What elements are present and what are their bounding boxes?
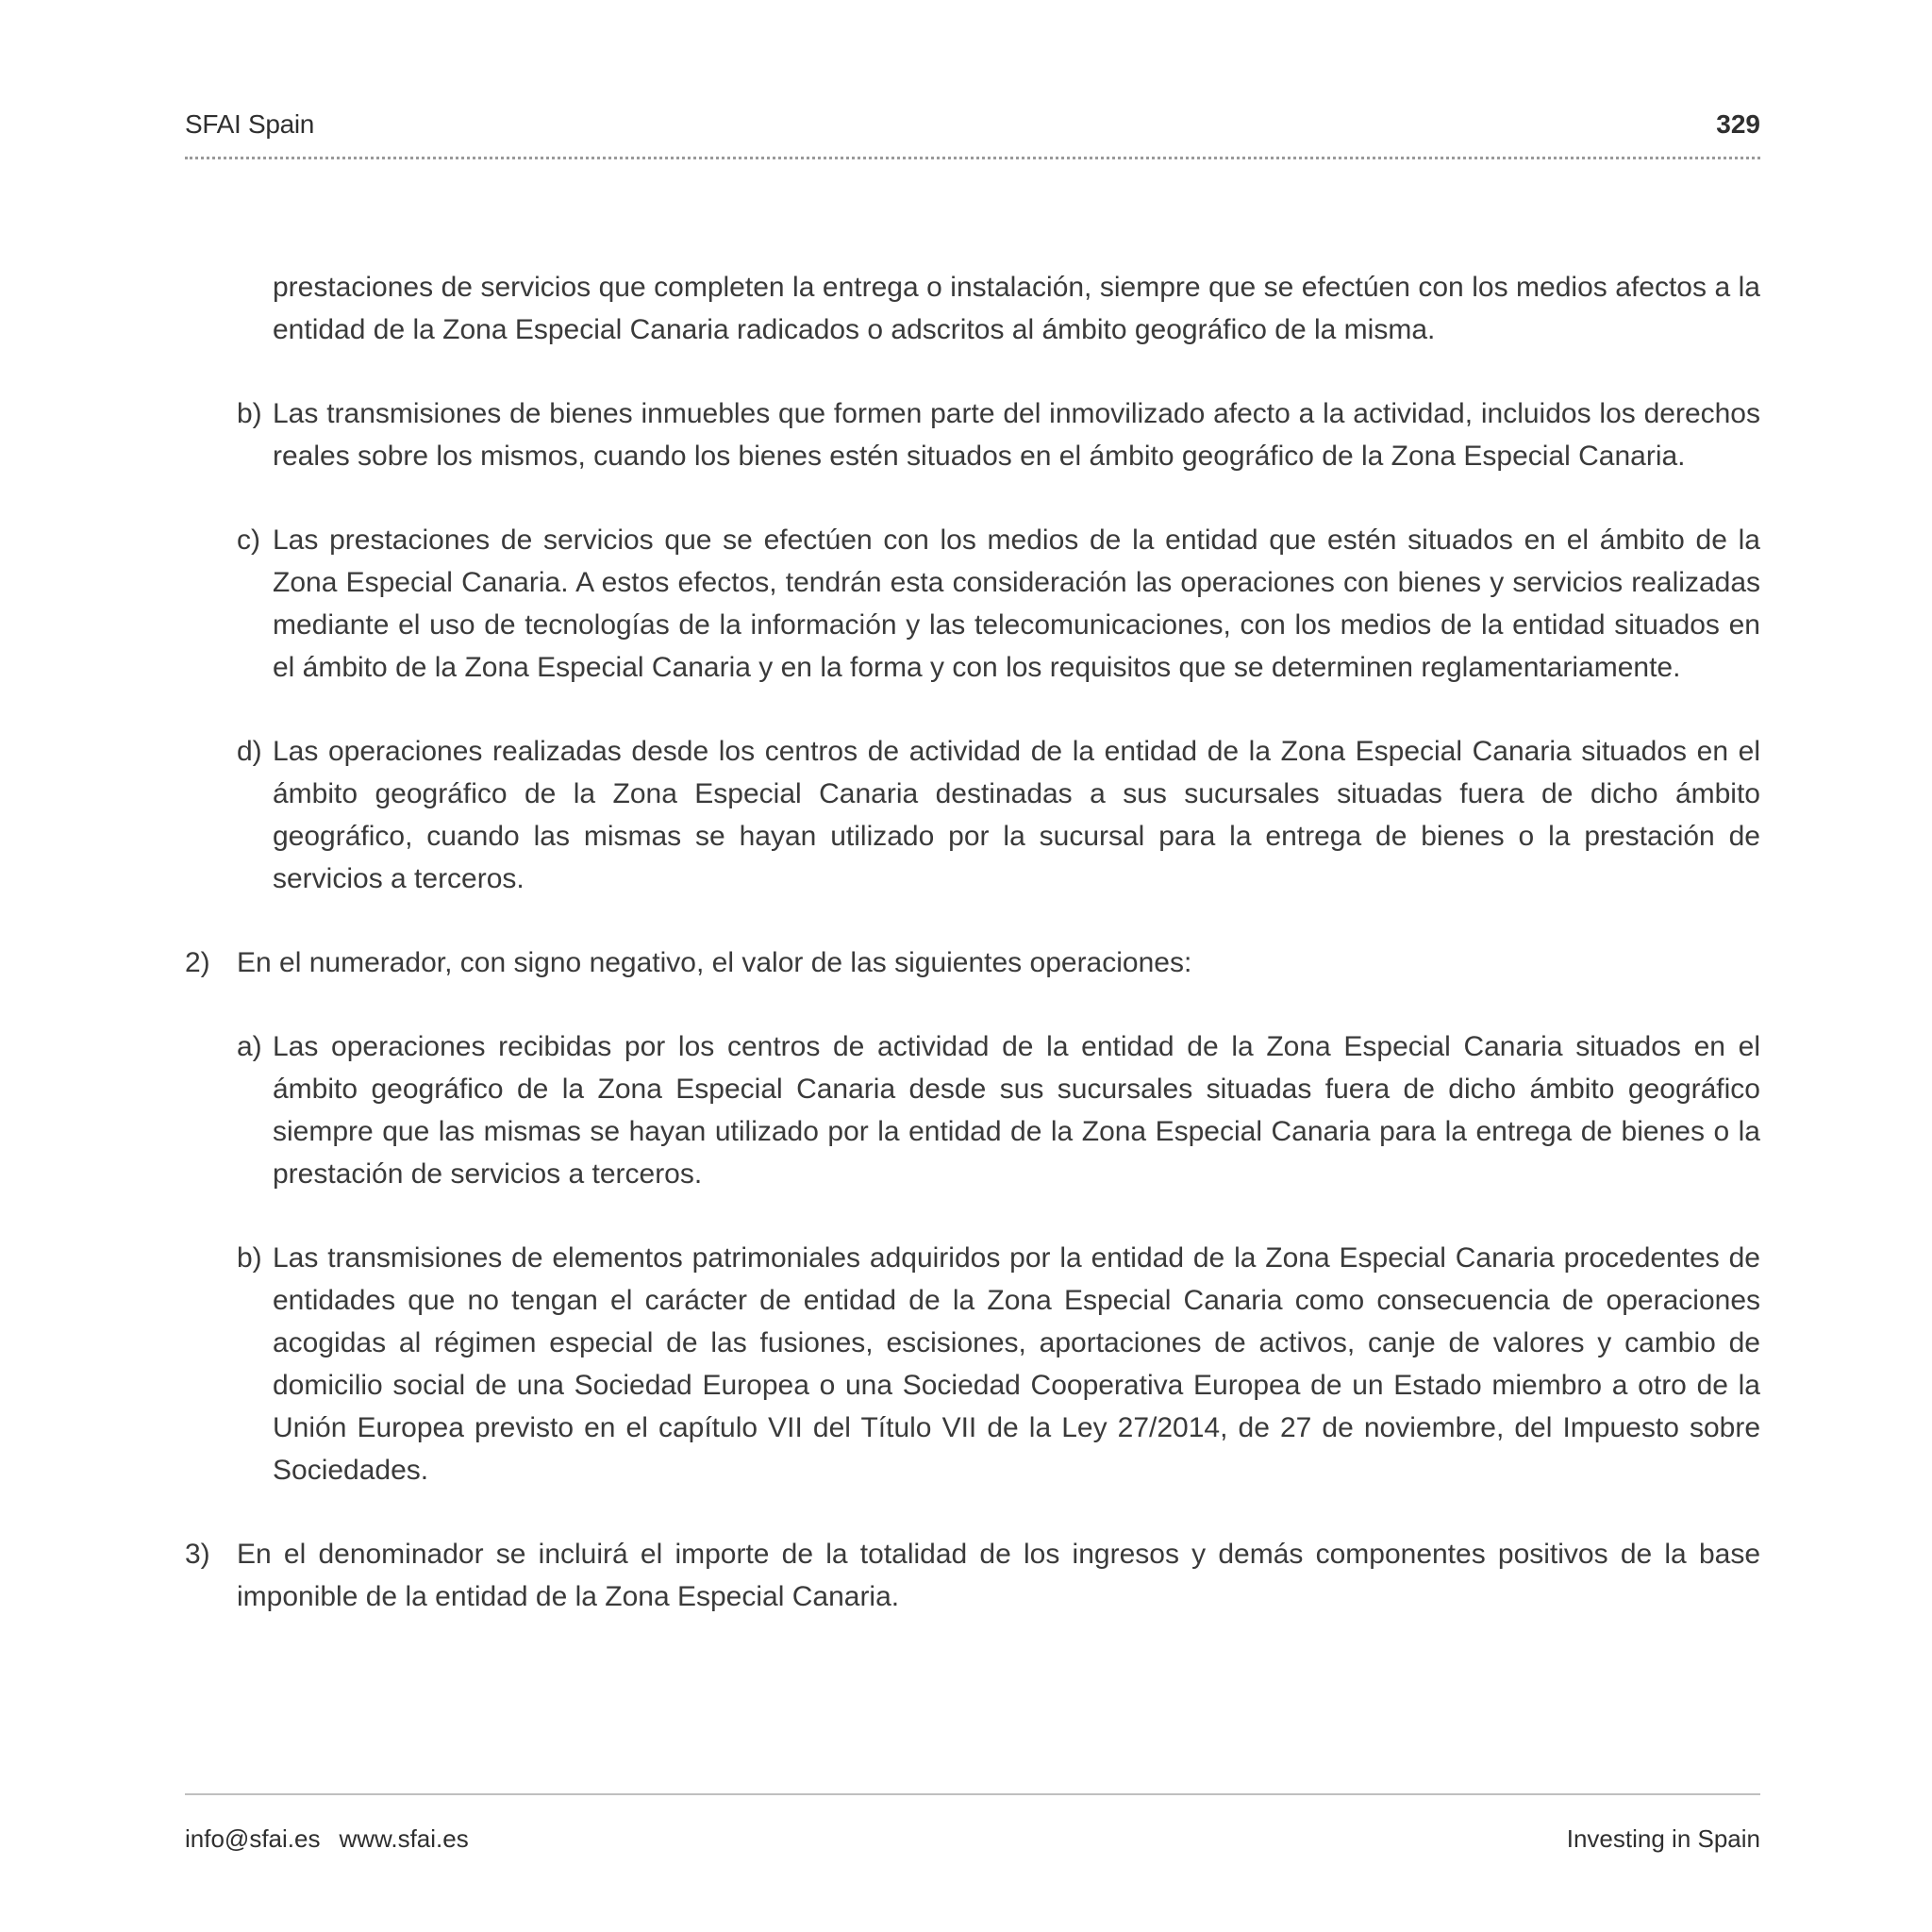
page-footer bbox=[185, 1824, 1760, 1862]
page-number: 329 bbox=[1716, 109, 1760, 139]
list-marker: c) bbox=[237, 525, 260, 556]
list-item-text: En el denominador se incluirá el importe de la totalidad de los ingresos y demás componentes positivos de la base imponible de la entidad de la Zona Especial Canaria. bbox=[237, 1539, 1760, 1612]
numbered-item-3 bbox=[185, 1533, 1760, 1618]
page-header bbox=[185, 106, 1760, 143]
list-marker: a) bbox=[237, 1031, 262, 1062]
list-item-2b bbox=[185, 1237, 1760, 1491]
continued-paragraph bbox=[185, 266, 1760, 351]
list-item-1d bbox=[185, 730, 1760, 900]
list-marker: b) bbox=[237, 1242, 262, 1274]
list-item-2a bbox=[185, 1025, 1760, 1195]
list-marker: d) bbox=[237, 736, 262, 767]
header-title: SFAI Spain bbox=[185, 109, 315, 139]
list-item-1c bbox=[185, 519, 1760, 689]
list-item-text: Las operaciones recibidas por los centros de actividad de la entidad de la Zona Especial Canaria situados en el ámbito geográfico de la Zona Especial Canaria desde sus sucursales situadas fuera de dicho ámbito geográfico siempre que las mismas se hayan utilizado por la entidad de la Zona Especial Canaria para la entrega de bienes o la prestación de servicios a terceros. bbox=[273, 1031, 1760, 1190]
list-item-text: En el numerador, con signo negativo, el valor de las siguientes operaciones: bbox=[237, 947, 1192, 978]
footer-divider bbox=[185, 1793, 1760, 1795]
document-body bbox=[185, 266, 1760, 1618]
list-marker: 3) bbox=[185, 1539, 210, 1570]
list-marker: b) bbox=[237, 398, 262, 429]
footer-website-link[interactable]: www.sfai.es bbox=[339, 1824, 469, 1853]
list-item-text: Las transmisiones de bienes inmuebles que formen parte del inmovilizado afecto a la actividad, incluidos los derechos reales sobre los mismos, cuando los bienes estén situados en el ámbito geográfico de la Zona Especial Canaria. bbox=[273, 398, 1760, 472]
footer-contact bbox=[185, 1824, 469, 1854]
header-dotted-divider bbox=[185, 157, 1760, 159]
list-item-text: Las transmisiones de elementos patrimoniales adquiridos por la entidad de la Zona Especial Canaria procedentes de entidades que no tengan el carácter de entidad de la Zona Especial Canaria como consecuencia de operaciones acogidas al régimen especial de las fusiones, escisiones, aportaciones de activos, canje de valores y cambio de domicilio social de una Sociedad Europea o una Sociedad Cooperativa Europea de un Estado miembro a otro de la Unión Europea previsto en el capítulo VII del Título VII de la Ley 27/2014, de 27 de noviembre, del Impuesto sobre Sociedades. bbox=[273, 1242, 1760, 1486]
continued-paragraph-text: prestaciones de servicios que completen la entrega o instalación, siempre que se efectúen con los medios afectos a la entidad de la Zona Especial Canaria radicados o adscritos al ámbito geográfico de la misma. bbox=[273, 272, 1760, 345]
list-item-1b bbox=[185, 392, 1760, 477]
footer-email-link[interactable]: info@sfai.es bbox=[185, 1824, 321, 1853]
list-item-text: Las prestaciones de servicios que se efectúen con los medios de la entidad que estén situados en el ámbito de la Zona Especial Canaria. A estos efectos, tendrán esta consideración las operaciones con bienes y servicios realizadas mediante el uso de tecnologías de la información y las telecomunicaciones, con los medios de la entidad situados en el ámbito de la Zona Especial Canaria y en la forma y con los requisitos que se determinen reglamentariamente. bbox=[273, 525, 1760, 683]
list-marker: 2) bbox=[185, 947, 210, 978]
list-item-text: Las operaciones realizadas desde los centros de actividad de la entidad de la Zona Especial Canaria situados en el ámbito geográfico de la Zona Especial Canaria destinadas a sus sucursales situadas fuera de dicho ámbito geográfico, cuando las mismas se hayan utilizado por la sucursal para la entrega de bienes o la prestación de servicios a terceros. bbox=[273, 736, 1760, 894]
numbered-item-2 bbox=[185, 941, 1760, 984]
footer-publication-title: Investing in Spain bbox=[1566, 1824, 1760, 1853]
